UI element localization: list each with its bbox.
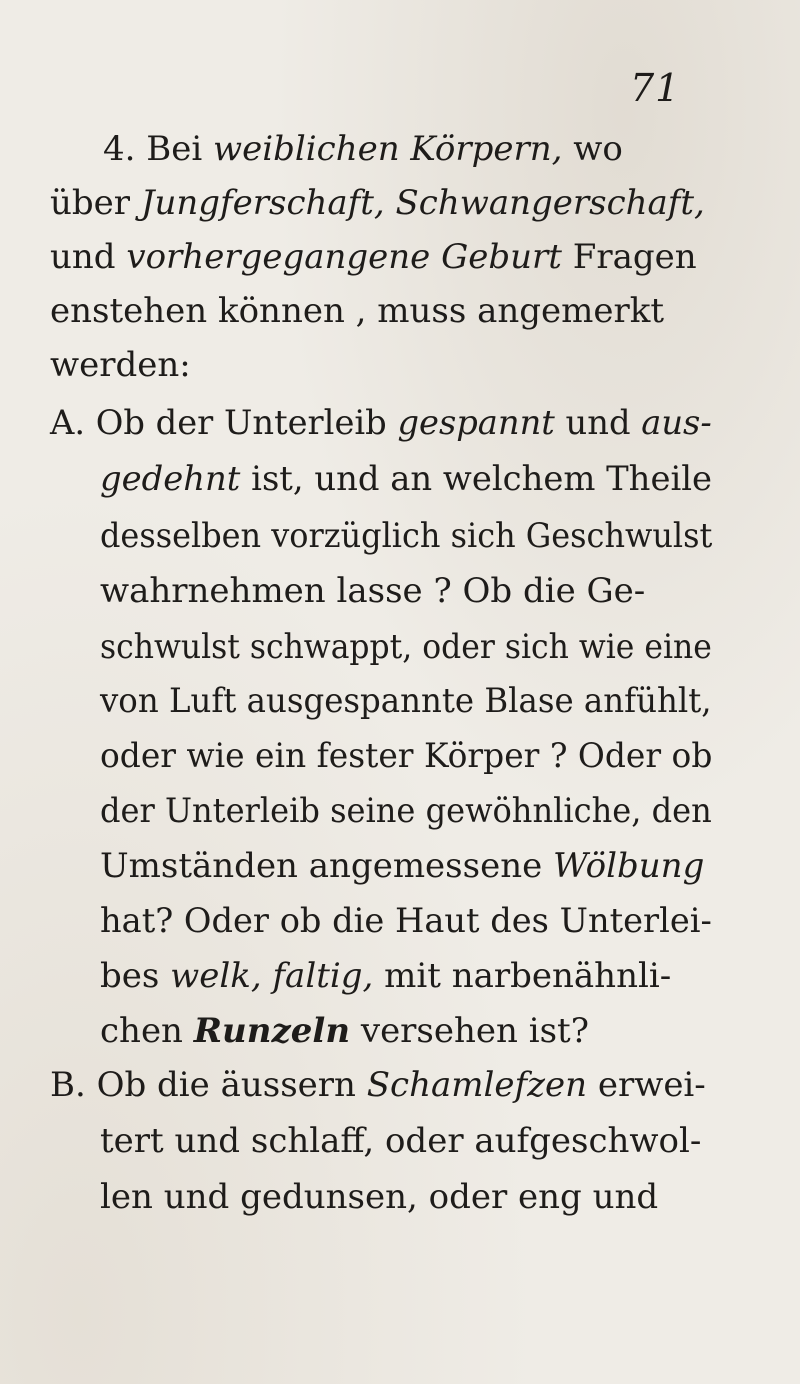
text-line [50,400,712,446]
text-segment: chen [100,1011,194,1051]
emphasized-text: Schamlefzen [366,1065,588,1105]
text-segment: 4. Bei [103,129,214,169]
text-line [100,624,712,670]
text-segment: desselben vorzüglich sich Geschwulst [100,516,713,556]
text-segment: B. Ob die äussern [50,1065,367,1105]
text-segment: werden: [50,345,191,385]
text-segment: über [50,183,141,223]
text-line [50,180,705,226]
text-line [100,953,671,999]
text-line [100,843,704,889]
text-line [50,342,191,388]
text-segment: wahrnehmen lasse ? Ob die Ge- [100,571,646,611]
text-segment: tert und schlaff, oder aufgeschwol- [100,1121,702,1161]
text-line [100,513,712,559]
text-line [100,898,712,944]
emphasized-text: aus- [641,403,712,443]
emphasized-text: Jungferschaft, Schwangerschaft, [140,183,705,223]
text-segment: schwulst schwappt, oder sich wie eine [100,627,712,667]
text-segment: bes [100,956,171,996]
emphasized-text: welk, faltig, [170,956,374,996]
text-line [100,788,712,834]
emphasized-text: Wölbung [553,846,705,886]
text-line [100,1008,589,1054]
text-line [100,568,645,614]
text-line [100,1174,658,1220]
text-segment: len und gedunsen, oder eng und [100,1177,659,1217]
text-segment: oder wie ein fester Körper ? Oder ob [100,736,713,776]
emphasized-text: gedehnt [100,459,241,499]
text-line [100,456,712,502]
text-segment: Fragen [561,237,697,277]
text-segment: ist, und an welchem Theile [240,459,713,499]
text-line [50,288,664,334]
text-segment: mit narbenähnli- [373,956,672,996]
text-segment: und [50,237,127,277]
text-segment: wo [562,129,623,169]
text-segment: von Luft ausgespannte Blase anfühlt, [100,681,712,721]
text-segment: hat? Oder ob die Haut des Unterlei- [100,901,712,941]
text-line [103,126,623,172]
emphasized-text: weiblichen Körpern, [213,129,563,169]
text-line [50,1062,706,1108]
emphasized-text: gespannt [397,403,555,443]
text-line [100,1118,701,1164]
emphasized-text: vorhergegangene Geburt [126,237,562,277]
text-line [100,733,712,779]
emphasized-text: Runzeln [193,1011,351,1051]
text-segment: erwei- [587,1065,706,1105]
page-number: 71 [630,66,681,110]
text-segment: A. Ob der Unterleib [50,403,398,443]
text-line [100,678,712,724]
text-segment: versehen ist? [350,1011,589,1051]
text-segment: der Unterleib seine gewöhnliche, den [100,791,712,831]
text-line [50,234,697,280]
text-segment: enstehen können , muss angemerkt [50,291,665,331]
text-segment: und [554,403,642,443]
text-segment: Umständen angemessene [100,846,554,886]
